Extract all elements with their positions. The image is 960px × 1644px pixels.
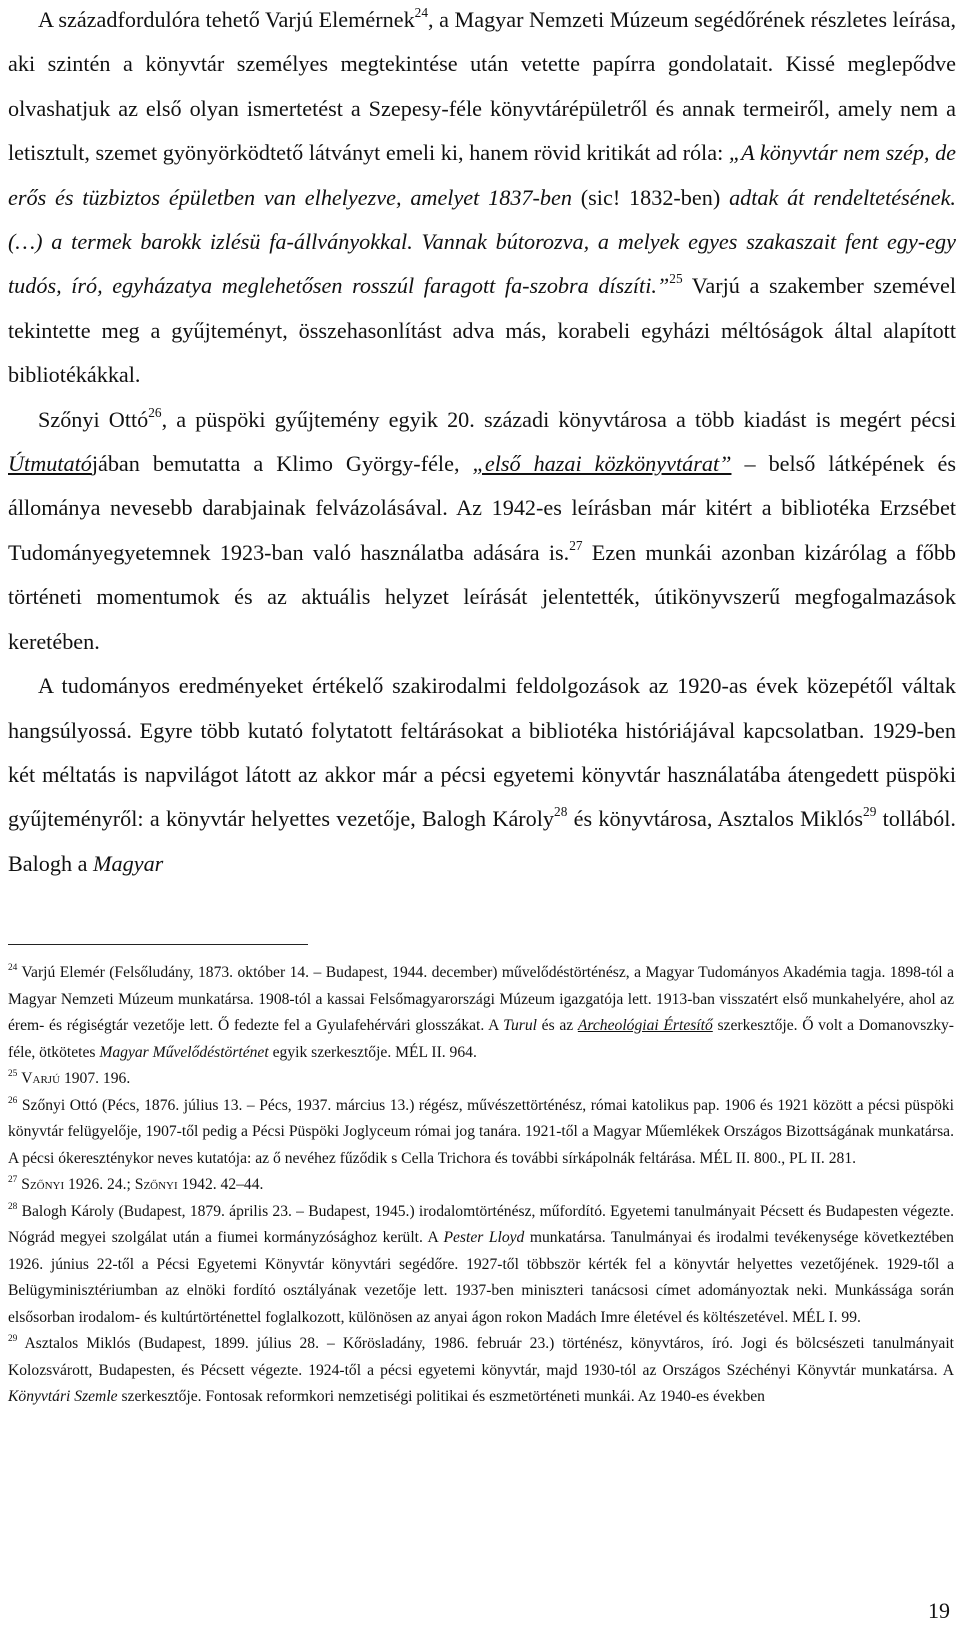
italic-text: adtak át rendeltetésének. (…) a termek barokk izlésü fa-állványokkal. Vannak bútorozva, a melyek egyes szakaszait fent egy-egy tudós, író, egyházatya meglehetősen rosszúl faragott fa-szobra díszíti.” (8, 184, 956, 299)
footnote-ref: 26 (148, 404, 162, 420)
footnote-ref: 25 (669, 271, 683, 287)
text-run: tollából. Balogh a (8, 806, 956, 876)
text-run: Szőnyi Ottó (38, 406, 149, 432)
text-run: Szőnyi Ottó (Pécs, 1876. július 13. – Pécs, 1937. március 13.) régész, művészettörténész, római katolikus pap. 1906 és 1921 között a pécsi püspöki könyvtár felügyelője, 1907-től pedig a Pécsi Püspöki Joglyceum római jog tanára. 1921-től a Magyar Műemlékek Országos Bizottságának munkatársa. A pécsi ókereszténykor neves kutatója: az ő nevéhez fűződik s Cella Trichora és további sírkápolnák feltárása. MÉL II. 800., PL II. 281. (8, 1096, 954, 1167)
author-name: Szőnyi (21, 1176, 65, 1193)
text-run: szerkesztője. Fontosak reformkori nemzetiségi politikai és eszmetörténeti munkái. Az 1940-es években (117, 1388, 765, 1405)
italic-text: Archeológiai Értesítő (577, 1017, 713, 1034)
italic-text: Útmutató (8, 451, 92, 477)
text-run: A századfordulóra tehető Varjú Elemérnek (38, 7, 415, 32)
text-run: egyik szerkesztője. MÉL II. 964. (268, 1043, 477, 1061)
footnote (8, 1066, 954, 1093)
footnote (8, 960, 954, 1066)
footnote (8, 1331, 954, 1411)
page-number: 19 (928, 1598, 950, 1623)
footnote-ref: 27 (569, 537, 583, 553)
body-paragraph (8, 664, 956, 886)
text-run: Asztalos Miklós (Budapest, 1899. július 28. – Kőrösladány, 1986. február 23.) történész, könyvtáros, író. Jogi és bölcsészeti tanulmányait Kolozsvárott, Budapesten, és Pécsett végezte. 1924-től a pécsi egyetemi könyvtár, majd 1930-tól az Országos Széchényi Könyvtár munkatársa. A (8, 1335, 954, 1379)
main-text (8, 0, 956, 886)
text-run: Varjú Elemér (Felsőludány, 1873. október 14. – Budapest, 1944. december) művelődéstörténész, a Magyar Tudományos Akadémia tagja. 1898-tól a Magyar Nemzeti Múzeum munkatársa. 1908-tól a kassai Felsőmagyarországi Múzeum igazgatója lett. 1913-ban visszatért első munkahelyére, ahol az érem- és régiségtár vezetője lett. Ő fedezte fel a Gyulafehérvári glosszákat. A (8, 964, 954, 1034)
text-run: Balogh Károly (Budapest, 1879. április 23. – Budapest, 1945.) irodalomtörténész, műfordító. Egyetemi tanulmányait Pécsett és Budapesten végezte. Nógrád megyei szolgálat után a fiumei kormányzósághoz került. A (8, 1202, 954, 1246)
italic-text: Magyar (93, 850, 164, 876)
footnote (8, 1093, 954, 1173)
text-run: 1926. 24.; (64, 1176, 135, 1193)
footnote-ref: 27 (8, 1174, 18, 1185)
italic-text: Magyar Művelődéstörténet (99, 1043, 269, 1061)
italic-text: Turul (503, 1017, 537, 1034)
footnote-ref: 29 (863, 804, 877, 820)
body-paragraph (8, 0, 956, 398)
text-run: A tudományos eredményeket értékelő szakirodalmi feldolgozások az 1920-as évek közepétől váltak hangsúlyossá. Egyre több kutató folytatott feltárásokat a bibliotéka históriájával kapcsolatban. 1929-ben két méltatás is napvilágot látott az akkor már a pécsi egyetemi könyvtár használatába átengedett püspöki gyűjteményről: a könyvtár helyettes vezetője, Balogh Károly (8, 673, 956, 832)
footnote-ref: 28 (8, 1201, 18, 1212)
text-run: (sic! 1832-ben) (571, 184, 730, 210)
text-run: munkatársa. Tanulmányai és irodalmi tevékenysége következtében 1926. június 22-től a Pécsi Egyetemi Könyvtár könyvtári segédőre. 1927-től többször kérték fel a könyvtár helyettes vezetőjének. 1929-től a Belügyminisztériumban az elnöki fordító osztályának vezetője lett. 1937-ben miniszteri tanácsosi címet adományoztak neki. Munkássága során elsősorban irodalom- és kultúrtörténettel foglalkozott, különösen az anyai ágon rokon Madách Imre életével és költészetével. MÉL I. 99. (8, 1229, 954, 1326)
text-run: , a püspöki gyűjtemény egyik 20. századi könyvtárosa a több kiadást is megért pécsi (161, 406, 956, 432)
footnote (8, 1172, 954, 1199)
text-run: és könyvtárosa, Asztalos Miklós (567, 806, 864, 832)
footnote-ref: 29 (8, 1333, 18, 1344)
footnote-ref: 26 (8, 1095, 18, 1106)
footnote-separator (8, 944, 308, 945)
footnote-ref: 25 (8, 1068, 18, 1079)
text-run: – belső látképének és állománya nevesebb darabjainak felvázolásával. Az 1942-es leírásban már kitért a bibliotéka Erzsébet Tudományegyetemnek 1923-ban való használatba adására is. (8, 451, 956, 565)
footnotes (8, 960, 954, 1411)
italic-text: Könyvtári Szemle (8, 1388, 118, 1405)
italic-text: „első hazai közkönyvtárat” (472, 451, 732, 477)
italic-text: „A könyvtár nem szép, de erős és tüzbiztos épületben van elhelyezve, amelyet 1837-ben (8, 140, 957, 210)
text-run: szerkesztője. Ő volt a Domanovszky-féle, ötkötetes (8, 1017, 954, 1061)
author-name: Varjú (21, 1070, 61, 1087)
text-run: , a Magyar Nemzeti Múzeum segédőrének részletes leírása, aki szintén a könyvtár személyes megtekintése után vetette papírra gondolatait. Kissé meglepődve olvashatjuk az első olyan ismertetést a Szepesy-féle könyvtárépületről és annak termeiről, amely nem a letisztult, szemet gyönyörködtető látványt emeli ki, hanem rövid kritikát ad róla: (8, 7, 957, 166)
text-run: 1907. 196. (60, 1070, 131, 1087)
italic-text: Pester Lloyd (443, 1229, 525, 1246)
footnote-ref: 28 (554, 804, 568, 820)
text-run: és az (536, 1017, 578, 1034)
text-run: 1942. 42–44. (177, 1176, 264, 1193)
text-run: jában bemutatta a Klimo György-féle, (91, 451, 473, 477)
text-run: Varjú a szakember szemével tekintette meg a gyűjteményt, összehasonlítást adva más, korabeli egyházi méltóságok által alapított bibliotékákkal. (8, 273, 956, 388)
body-paragraph (8, 398, 956, 664)
footnote (8, 1199, 954, 1332)
text-run: Ezen munkái azonban kizárólag a főbb történeti momentumok és az aktuális helyzet leírását jelentették, útikönyvszerű megfogalmazások keretében. (8, 539, 957, 654)
footnote-ref: 24 (8, 962, 18, 973)
footnote-ref: 24 (414, 5, 428, 21)
author-name: Szőnyi (134, 1176, 178, 1193)
